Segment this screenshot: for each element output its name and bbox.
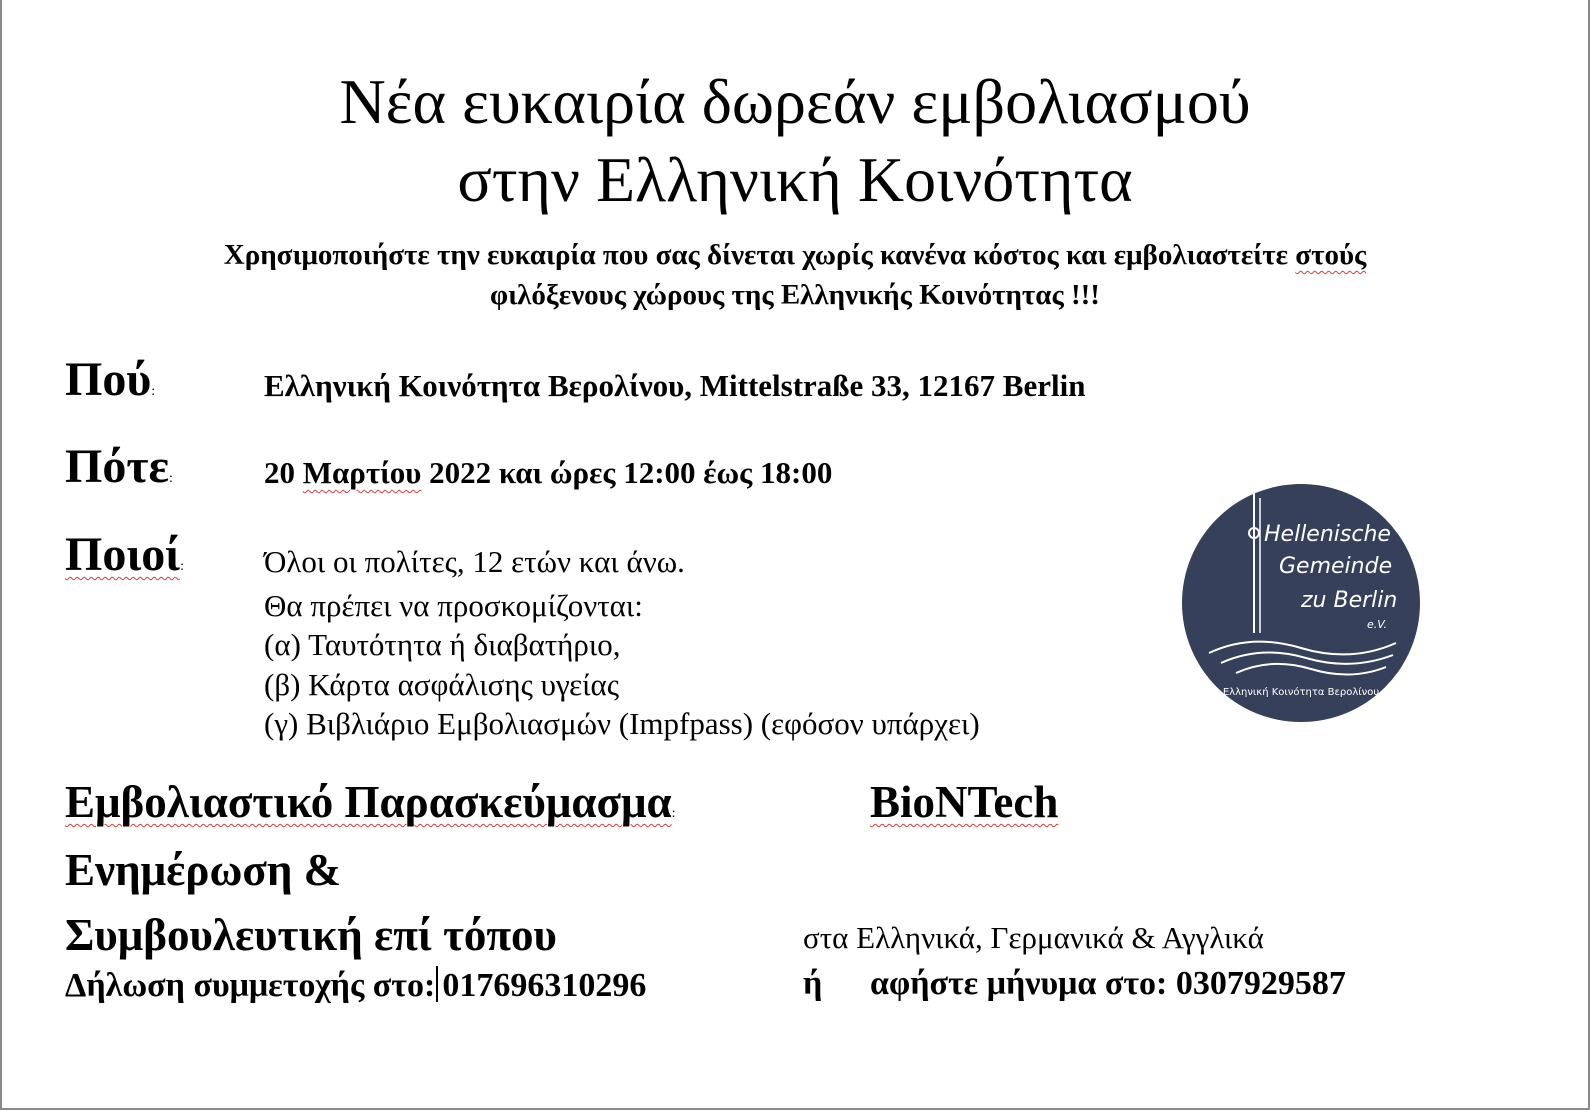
registration-message: αφήστε μήνυμα στο: 0307929587 (870, 965, 1346, 1002)
intro-line-1 (0, 239, 1590, 271)
when-value (264, 456, 832, 490)
who-line-4: (β) Κάρτα ασφάλισης υγείας (264, 667, 619, 702)
who-label-text: Ποιοί (65, 528, 181, 581)
vaccine-label (65, 778, 676, 838)
logo-text-line-2: Gemeinde (1279, 554, 1393, 579)
where-value: Ελληνική Κοινότητα Βερολίνου, Mittelstraße 33, 12167 Berlin (264, 368, 1086, 403)
logo-text-line-3: zu Berlin (1301, 588, 1398, 613)
vaccine-colon: : (671, 806, 676, 821)
where-colon: : (151, 384, 156, 399)
info-languages: στα Ελληνικά, Γερμανικά & Αγγλικά (803, 920, 1264, 955)
text-cursor (436, 966, 438, 1002)
where-label (65, 353, 156, 416)
vaccine-value-text: BioNTech (870, 777, 1059, 827)
when-label (65, 440, 173, 503)
who-line-3: (α) Ταυτότητα ή διαβατήριο, (264, 627, 621, 662)
hellenic-community-logo (1181, 483, 1421, 723)
registration-row (65, 966, 646, 1004)
who-line-2: Θα πρέπει να προσκομίζονται: (264, 588, 643, 623)
info-line-2: Συμβουλευτική επί τόπου (65, 910, 557, 960)
intro-line-2: φιλόξενους χώρους της Ελληνικής Κοινότητας !!! (490, 279, 1100, 311)
title-line-2: στην Ελληνική Κοινότητα (457, 144, 1133, 215)
logo-text-line-1: Hellenische (1264, 522, 1391, 547)
intro-line-1-text: Χρησιμοποιήστε την ευκαιρία που σας δίνεται χωρίς κανένα κόστος και εμβολιαστείτε (223, 239, 1296, 271)
when-value-a: 20 (264, 455, 303, 490)
vaccine-label-text: Εμβολιαστικό Παρασκεύμασμα (65, 777, 672, 827)
logo-text-ev: e.V. (1367, 618, 1388, 631)
vaccine-value (870, 778, 1058, 826)
where-label-text: Πού (65, 353, 152, 406)
registration-phone: 017696310296 (442, 967, 647, 1004)
when-value-month: Μαρτίου (302, 455, 422, 490)
when-colon: : (168, 471, 173, 486)
title-line-1: Νέα ευκαιρία δωρεάν εμβολιασμού (339, 66, 1251, 137)
who-line-1: Όλοι οι πολίτες, 12 ετών και άνω. (264, 544, 685, 579)
who-label (65, 528, 184, 591)
intro-misspelled-word: στούς (1295, 239, 1367, 271)
who-colon: : (180, 559, 184, 574)
info-line-1: Ενημέρωση & (65, 845, 342, 895)
registration-or: ή (803, 965, 823, 1002)
who-line-5: (γ) Βιβλιάριο Εμβολιασμών (Impfpass) (εφόσον υπάρχει) (264, 706, 980, 741)
when-label-text: Πότε (65, 440, 169, 493)
when-value-c: 2022 και ώρες 12:00 έως 18:00 (421, 455, 833, 490)
registration-label: Δήλωση συμμετοχής στο: (65, 967, 436, 1004)
logo-text-bottom: Ελληνική Κοινότητα Βερολίνου (1222, 687, 1380, 698)
